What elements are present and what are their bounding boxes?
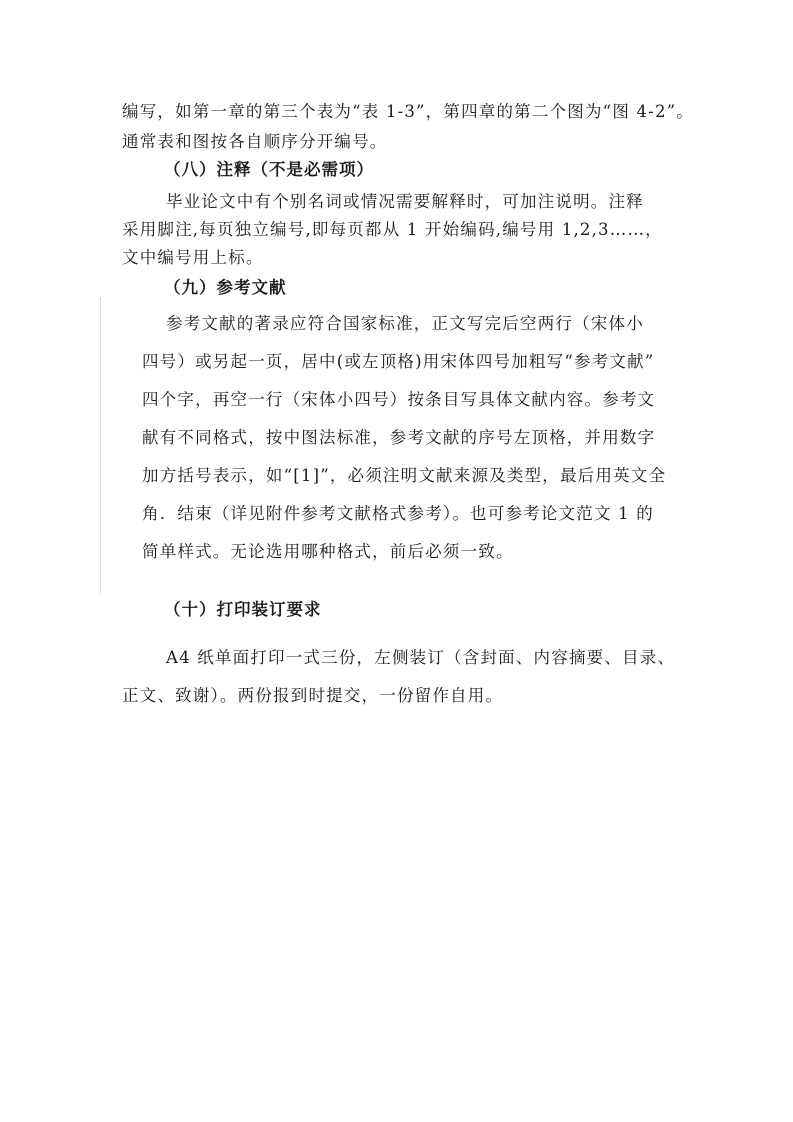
section-heading-references: （九）参考文献 [164,278,287,297]
margin-dotted-rule [100,298,101,594]
section-heading-printing: （十）打印装订要求 [164,600,322,619]
paragraph-line: A4 纸单面打印一式三份，左侧装订（含封面、内容摘要、目录、 [166,648,676,667]
paragraph-line: 角．结束（详见附件参考文献格式参考）。也可参考论文范文 1 的 [142,504,654,523]
paragraph-line: 加方括号表示，如“[1]”，必须注明文献来源及类型，最后用英文全 [142,466,667,485]
paragraph-line: 四个字，再空一行（宋体小四号）按条目写具体文献内容。参考文 [142,390,656,409]
paragraph-line: 正文、致谢）。两份报到时提交，一份留作自用。 [122,686,504,705]
paragraph-line: 编写，如第一章的第三个表为“表 1-3”，第四章的第二个图为“图 4-2”。 [122,102,694,121]
paragraph-line: 简单样式。无论选用哪种格式，前后必须一致。 [142,542,514,561]
paragraph-line: 参考文献的著录应符合国家标准，正文写完后空两行（宋体小 [166,314,644,333]
paragraph-line: 献有不同格式，按中图法标准，参考文献的序号左顶格，并用数字 [142,428,656,447]
paragraph-line: 文中编号用上标。 [122,248,264,267]
paragraph-line: 四号）或另起一页，居中(或左顶格)用宋体四号加粗写“参考文献” [142,352,655,371]
section-heading-notes: （八）注释（不是必需项） [164,160,374,179]
paragraph-line: 采用脚注,每页独立编号,即每页都从 1 开始编码,编号用 1,2,3……， [122,220,663,239]
paragraph-line: 通常表和图按各自顺序分开编号。 [122,132,388,151]
paragraph-line: 毕业论文中有个别名词或情况需要解释时，可加注说明。注释 [166,192,644,211]
